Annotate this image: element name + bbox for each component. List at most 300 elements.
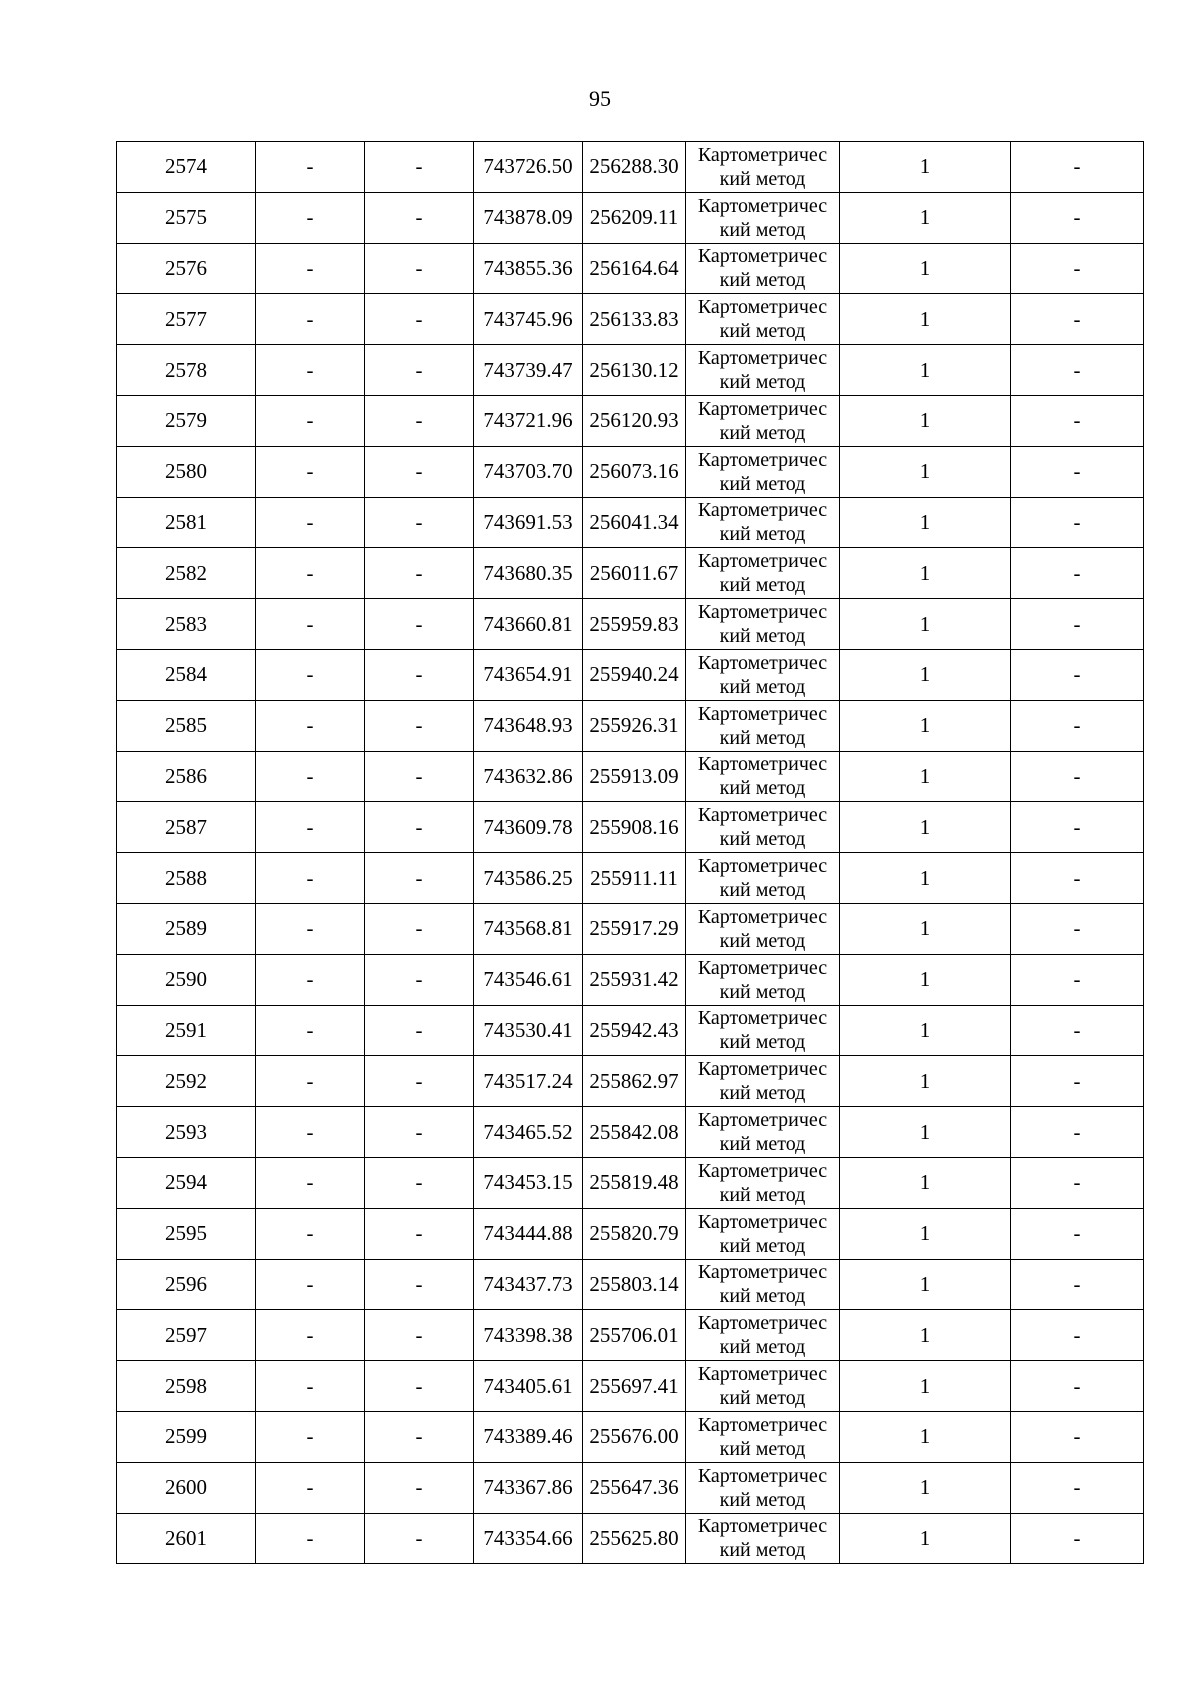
- x-coordinate-cell: 743465.52: [474, 1107, 583, 1158]
- empty-value-cell: -: [1011, 345, 1144, 396]
- y-coordinate-cell: 255820.79: [583, 1208, 686, 1259]
- point-number-cell: 2598: [117, 1361, 256, 1412]
- empty-value-cell: -: [365, 192, 474, 243]
- method-text-line1: Картометричес: [697, 905, 828, 928]
- accuracy-cell: 1: [840, 1056, 1011, 1107]
- accuracy-cell: 1: [840, 649, 1011, 700]
- empty-value-cell: -: [256, 395, 365, 446]
- method-cell: [686, 192, 840, 243]
- point-number-cell: 2588: [117, 853, 256, 904]
- method-text-line2: кий метод: [719, 1183, 806, 1206]
- point-number-cell: 2600: [117, 1462, 256, 1513]
- empty-value-cell: -: [256, 243, 365, 294]
- x-coordinate-cell: 743354.66: [474, 1513, 583, 1564]
- point-number-cell: 2593: [117, 1107, 256, 1158]
- empty-value-cell: -: [1011, 243, 1144, 294]
- method-cell: [686, 1259, 840, 1310]
- empty-value-cell: -: [1011, 1107, 1144, 1158]
- method-cell: [686, 446, 840, 497]
- method-cell: [686, 1107, 840, 1158]
- point-number-cell: 2577: [117, 294, 256, 345]
- method-cell: [686, 649, 840, 700]
- point-number-cell: 2576: [117, 243, 256, 294]
- method-cell: [686, 1005, 840, 1056]
- method-text-line2: кий метод: [719, 167, 806, 190]
- method-cell: [686, 243, 840, 294]
- table-row: [117, 1411, 1144, 1462]
- table-row: [117, 243, 1144, 294]
- accuracy-cell: 1: [840, 1107, 1011, 1158]
- x-coordinate-cell: 743680.35: [474, 548, 583, 599]
- x-coordinate-cell: 743745.96: [474, 294, 583, 345]
- method-cell: [686, 903, 840, 954]
- method-text-line1: Картометричес: [697, 194, 828, 217]
- point-number-cell: 2595: [117, 1208, 256, 1259]
- empty-value-cell: -: [1011, 649, 1144, 700]
- method-text-line2: кий метод: [719, 980, 806, 1003]
- x-coordinate-cell: 743367.86: [474, 1462, 583, 1513]
- method-text-line2: кий метод: [719, 1336, 806, 1359]
- x-coordinate-cell: 743648.93: [474, 700, 583, 751]
- table-row: [117, 497, 1144, 548]
- empty-value-cell: -: [1011, 751, 1144, 802]
- method-text-line2: кий метод: [719, 625, 806, 648]
- method-cell: [686, 751, 840, 802]
- accuracy-cell: 1: [840, 954, 1011, 1005]
- method-text-line2: кий метод: [719, 269, 806, 292]
- table-row: [117, 192, 1144, 243]
- point-number-cell: 2591: [117, 1005, 256, 1056]
- table-row: [117, 548, 1144, 599]
- empty-value-cell: -: [365, 345, 474, 396]
- table-row: [117, 802, 1144, 853]
- empty-value-cell: -: [365, 700, 474, 751]
- empty-value-cell: -: [256, 548, 365, 599]
- empty-value-cell: -: [365, 243, 474, 294]
- method-text-line2: кий метод: [719, 1031, 806, 1054]
- method-text-line2: кий метод: [719, 828, 806, 851]
- method-text-line2: кий метод: [719, 1133, 806, 1156]
- method-cell: [686, 802, 840, 853]
- method-cell: [686, 1361, 840, 1412]
- empty-value-cell: -: [365, 1310, 474, 1361]
- empty-value-cell: -: [365, 649, 474, 700]
- empty-value-cell: -: [256, 700, 365, 751]
- empty-value-cell: -: [365, 548, 474, 599]
- empty-value-cell: -: [365, 853, 474, 904]
- table-row: [117, 1513, 1144, 1564]
- accuracy-cell: 1: [840, 1005, 1011, 1056]
- x-coordinate-cell: 743609.78: [474, 802, 583, 853]
- empty-value-cell: -: [256, 853, 365, 904]
- empty-value-cell: -: [365, 1411, 474, 1462]
- method-text-line1: Картометричес: [697, 1464, 828, 1487]
- method-text-line2: кий метод: [719, 777, 806, 800]
- accuracy-cell: 1: [840, 446, 1011, 497]
- method-cell: [686, 395, 840, 446]
- empty-value-cell: -: [365, 1005, 474, 1056]
- empty-value-cell: -: [365, 142, 474, 193]
- table-row: [117, 1157, 1144, 1208]
- y-coordinate-cell: 255942.43: [583, 1005, 686, 1056]
- y-coordinate-cell: 255803.14: [583, 1259, 686, 1310]
- y-coordinate-cell: 255647.36: [583, 1462, 686, 1513]
- table-row: [117, 446, 1144, 497]
- point-number-cell: 2581: [117, 497, 256, 548]
- method-cell: [686, 599, 840, 650]
- point-number-cell: 2578: [117, 345, 256, 396]
- method-text-line2: кий метод: [719, 523, 806, 546]
- empty-value-cell: -: [365, 1513, 474, 1564]
- method-text-line2: кий метод: [719, 1437, 806, 1460]
- accuracy-cell: 1: [840, 142, 1011, 193]
- empty-value-cell: -: [256, 345, 365, 396]
- empty-value-cell: -: [1011, 497, 1144, 548]
- method-text-line1: Картометричес: [697, 702, 828, 725]
- empty-value-cell: -: [256, 1208, 365, 1259]
- method-text-line2: кий метод: [719, 421, 806, 444]
- empty-value-cell: -: [256, 599, 365, 650]
- method-text-line2: кий метод: [719, 1488, 806, 1511]
- method-cell: [686, 954, 840, 1005]
- empty-value-cell: -: [365, 1259, 474, 1310]
- empty-value-cell: -: [1011, 548, 1144, 599]
- table-row: [117, 903, 1144, 954]
- empty-value-cell: -: [365, 1361, 474, 1412]
- table-row: [117, 1361, 1144, 1412]
- method-text-line2: кий метод: [719, 1387, 806, 1410]
- point-number-cell: 2574: [117, 142, 256, 193]
- empty-value-cell: -: [256, 802, 365, 853]
- method-text-line1: Картометричес: [697, 651, 828, 674]
- empty-value-cell: -: [365, 1157, 474, 1208]
- method-text-line1: Картометричес: [697, 1515, 828, 1538]
- empty-value-cell: -: [365, 1107, 474, 1158]
- x-coordinate-cell: 743453.15: [474, 1157, 583, 1208]
- method-text-line1: Картометричес: [697, 143, 828, 166]
- method-cell: [686, 345, 840, 396]
- y-coordinate-cell: 256120.93: [583, 395, 686, 446]
- empty-value-cell: -: [1011, 700, 1144, 751]
- method-text-line2: кий метод: [719, 1285, 806, 1308]
- empty-value-cell: -: [365, 294, 474, 345]
- empty-value-cell: -: [365, 1208, 474, 1259]
- table-row: [117, 1005, 1144, 1056]
- empty-value-cell: -: [1011, 1005, 1144, 1056]
- method-text-line1: Картометричес: [697, 753, 828, 776]
- y-coordinate-cell: 255697.41: [583, 1361, 686, 1412]
- accuracy-cell: 1: [840, 1157, 1011, 1208]
- empty-value-cell: -: [1011, 954, 1144, 1005]
- method-cell: [686, 1513, 840, 1564]
- method-cell: [686, 497, 840, 548]
- point-number-cell: 2601: [117, 1513, 256, 1564]
- point-number-cell: 2596: [117, 1259, 256, 1310]
- method-cell: [686, 1462, 840, 1513]
- y-coordinate-cell: 256164.64: [583, 243, 686, 294]
- y-coordinate-cell: 255908.16: [583, 802, 686, 853]
- table-row: [117, 1208, 1144, 1259]
- page-number: 95: [589, 86, 611, 111]
- x-coordinate-cell: 743530.41: [474, 1005, 583, 1056]
- table-row: [117, 142, 1144, 193]
- method-cell: [686, 1310, 840, 1361]
- y-coordinate-cell: 255676.00: [583, 1411, 686, 1462]
- point-number-cell: 2589: [117, 903, 256, 954]
- table-row: [117, 1056, 1144, 1107]
- empty-value-cell: -: [256, 497, 365, 548]
- empty-value-cell: -: [256, 1310, 365, 1361]
- method-text-line2: кий метод: [719, 929, 806, 952]
- table-row: [117, 1259, 1144, 1310]
- point-number-cell: 2579: [117, 395, 256, 446]
- point-number-cell: 2584: [117, 649, 256, 700]
- method-text-line2: кий метод: [719, 574, 806, 597]
- empty-value-cell: -: [1011, 1513, 1144, 1564]
- point-number-cell: 2583: [117, 599, 256, 650]
- method-cell: [686, 1157, 840, 1208]
- table-row: [117, 599, 1144, 650]
- x-coordinate-cell: 743739.47: [474, 345, 583, 396]
- empty-value-cell: -: [256, 446, 365, 497]
- x-coordinate-cell: 743660.81: [474, 599, 583, 650]
- empty-value-cell: -: [256, 1513, 365, 1564]
- empty-value-cell: -: [365, 903, 474, 954]
- x-coordinate-cell: 743691.53: [474, 497, 583, 548]
- accuracy-cell: 1: [840, 1361, 1011, 1412]
- empty-value-cell: -: [256, 751, 365, 802]
- method-text-line1: Картометричес: [697, 1413, 828, 1436]
- accuracy-cell: 1: [840, 1462, 1011, 1513]
- empty-value-cell: -: [1011, 1208, 1144, 1259]
- x-coordinate-cell: 743437.73: [474, 1259, 583, 1310]
- empty-value-cell: -: [1011, 294, 1144, 345]
- point-number-cell: 2585: [117, 700, 256, 751]
- x-coordinate-cell: 743703.70: [474, 446, 583, 497]
- y-coordinate-cell: 255706.01: [583, 1310, 686, 1361]
- point-number-cell: 2582: [117, 548, 256, 599]
- empty-value-cell: -: [1011, 1157, 1144, 1208]
- method-cell: [686, 142, 840, 193]
- x-coordinate-cell: 743444.88: [474, 1208, 583, 1259]
- accuracy-cell: 1: [840, 1513, 1011, 1564]
- x-coordinate-cell: 743726.50: [474, 142, 583, 193]
- point-number-cell: 2586: [117, 751, 256, 802]
- x-coordinate-cell: 743398.38: [474, 1310, 583, 1361]
- y-coordinate-cell: 256288.30: [583, 142, 686, 193]
- empty-value-cell: -: [1011, 903, 1144, 954]
- y-coordinate-cell: 256011.67: [583, 548, 686, 599]
- method-text-line2: кий метод: [719, 675, 806, 698]
- x-coordinate-cell: 743878.09: [474, 192, 583, 243]
- method-text-line2: кий метод: [719, 726, 806, 749]
- method-text-line1: Картометричес: [697, 1159, 828, 1182]
- method-text-line1: Картометричес: [697, 448, 828, 471]
- empty-value-cell: -: [1011, 1056, 1144, 1107]
- x-coordinate-cell: 743632.86: [474, 751, 583, 802]
- x-coordinate-cell: 743721.96: [474, 395, 583, 446]
- empty-value-cell: -: [256, 1462, 365, 1513]
- y-coordinate-cell: 255931.42: [583, 954, 686, 1005]
- empty-value-cell: -: [1011, 192, 1144, 243]
- table-row: [117, 649, 1144, 700]
- x-coordinate-cell: 743586.25: [474, 853, 583, 904]
- point-number-cell: 2575: [117, 192, 256, 243]
- empty-value-cell: -: [1011, 446, 1144, 497]
- x-coordinate-cell: 743568.81: [474, 903, 583, 954]
- method-cell: [686, 1208, 840, 1259]
- accuracy-cell: 1: [840, 294, 1011, 345]
- point-number-cell: 2592: [117, 1056, 256, 1107]
- accuracy-cell: 1: [840, 497, 1011, 548]
- point-number-cell: 2587: [117, 802, 256, 853]
- table-body: [117, 142, 1144, 1564]
- method-text-line1: Картометричес: [697, 397, 828, 420]
- method-text-line1: Картометричес: [697, 1007, 828, 1030]
- table-row: [117, 1107, 1144, 1158]
- table-row: [117, 751, 1144, 802]
- method-text-line1: Картометричес: [697, 855, 828, 878]
- empty-value-cell: -: [256, 1056, 365, 1107]
- method-cell: [686, 1056, 840, 1107]
- empty-value-cell: -: [365, 751, 474, 802]
- empty-value-cell: -: [365, 497, 474, 548]
- coordinates-table: [116, 141, 1144, 1564]
- y-coordinate-cell: 256041.34: [583, 497, 686, 548]
- method-text-line2: кий метод: [719, 1234, 806, 1257]
- method-text-line1: Картометричес: [697, 245, 828, 268]
- point-number-cell: 2580: [117, 446, 256, 497]
- y-coordinate-cell: 255911.11: [583, 853, 686, 904]
- y-coordinate-cell: 256073.16: [583, 446, 686, 497]
- table-row: [117, 345, 1144, 396]
- accuracy-cell: 1: [840, 903, 1011, 954]
- empty-value-cell: -: [365, 446, 474, 497]
- method-text-line1: Картометричес: [697, 956, 828, 979]
- method-cell: [686, 700, 840, 751]
- y-coordinate-cell: 255926.31: [583, 700, 686, 751]
- accuracy-cell: 1: [840, 1310, 1011, 1361]
- empty-value-cell: -: [365, 1462, 474, 1513]
- accuracy-cell: 1: [840, 751, 1011, 802]
- x-coordinate-cell: 743546.61: [474, 954, 583, 1005]
- method-text-line1: Картометричес: [697, 550, 828, 573]
- accuracy-cell: 1: [840, 700, 1011, 751]
- empty-value-cell: -: [256, 649, 365, 700]
- empty-value-cell: -: [365, 802, 474, 853]
- table-row: [117, 853, 1144, 904]
- empty-value-cell: -: [1011, 1411, 1144, 1462]
- y-coordinate-cell: 255862.97: [583, 1056, 686, 1107]
- method-cell: [686, 853, 840, 904]
- y-coordinate-cell: 255940.24: [583, 649, 686, 700]
- method-text-line2: кий метод: [719, 320, 806, 343]
- accuracy-cell: 1: [840, 548, 1011, 599]
- method-cell: [686, 294, 840, 345]
- method-text-line1: Картометричес: [697, 347, 828, 370]
- empty-value-cell: -: [256, 1157, 365, 1208]
- empty-value-cell: -: [365, 1056, 474, 1107]
- method-text-line1: Картометричес: [697, 1312, 828, 1335]
- empty-value-cell: -: [1011, 142, 1144, 193]
- point-number-cell: 2599: [117, 1411, 256, 1462]
- x-coordinate-cell: 743855.36: [474, 243, 583, 294]
- method-text-line2: кий метод: [719, 218, 806, 241]
- empty-value-cell: -: [1011, 1361, 1144, 1412]
- y-coordinate-cell: 255917.29: [583, 903, 686, 954]
- x-coordinate-cell: 743517.24: [474, 1056, 583, 1107]
- empty-value-cell: -: [1011, 802, 1144, 853]
- accuracy-cell: 1: [840, 395, 1011, 446]
- y-coordinate-cell: 255959.83: [583, 599, 686, 650]
- method-cell: [686, 548, 840, 599]
- empty-value-cell: -: [256, 1361, 365, 1412]
- empty-value-cell: -: [365, 599, 474, 650]
- accuracy-cell: 1: [840, 599, 1011, 650]
- y-coordinate-cell: 255625.80: [583, 1513, 686, 1564]
- method-text-line2: кий метод: [719, 1539, 806, 1562]
- empty-value-cell: -: [1011, 853, 1144, 904]
- accuracy-cell: 1: [840, 1208, 1011, 1259]
- point-number-cell: 2597: [117, 1310, 256, 1361]
- y-coordinate-cell: 255913.09: [583, 751, 686, 802]
- table-row: [117, 294, 1144, 345]
- empty-value-cell: -: [256, 294, 365, 345]
- method-text-line1: Картометричес: [697, 1261, 828, 1284]
- method-cell: [686, 1411, 840, 1462]
- empty-value-cell: -: [1011, 1310, 1144, 1361]
- empty-value-cell: -: [256, 1259, 365, 1310]
- table-row: [117, 1462, 1144, 1513]
- y-coordinate-cell: 256209.11: [583, 192, 686, 243]
- method-text-line2: кий метод: [719, 472, 806, 495]
- table-row: [117, 700, 1144, 751]
- accuracy-cell: 1: [840, 1411, 1011, 1462]
- accuracy-cell: 1: [840, 802, 1011, 853]
- empty-value-cell: -: [256, 903, 365, 954]
- accuracy-cell: 1: [840, 243, 1011, 294]
- method-text-line1: Картометричес: [697, 1058, 828, 1081]
- table-row: [117, 395, 1144, 446]
- table-row: [117, 954, 1144, 1005]
- x-coordinate-cell: 743405.61: [474, 1361, 583, 1412]
- empty-value-cell: -: [1011, 395, 1144, 446]
- method-text-line1: Картометричес: [697, 499, 828, 522]
- empty-value-cell: -: [365, 395, 474, 446]
- method-text-line2: кий метод: [719, 879, 806, 902]
- accuracy-cell: 1: [840, 853, 1011, 904]
- empty-value-cell: -: [256, 142, 365, 193]
- point-number-cell: 2590: [117, 954, 256, 1005]
- method-text-line1: Картометричес: [697, 1363, 828, 1386]
- empty-value-cell: -: [1011, 599, 1144, 650]
- y-coordinate-cell: 255819.48: [583, 1157, 686, 1208]
- empty-value-cell: -: [256, 192, 365, 243]
- empty-value-cell: -: [256, 954, 365, 1005]
- y-coordinate-cell: 255842.08: [583, 1107, 686, 1158]
- empty-value-cell: -: [256, 1107, 365, 1158]
- method-text-line1: Картометричес: [697, 601, 828, 624]
- accuracy-cell: 1: [840, 345, 1011, 396]
- y-coordinate-cell: 256133.83: [583, 294, 686, 345]
- method-text-line2: кий метод: [719, 371, 806, 394]
- method-text-line1: Картометричес: [697, 1109, 828, 1132]
- empty-value-cell: -: [365, 954, 474, 1005]
- point-number-cell: 2594: [117, 1157, 256, 1208]
- method-text-line1: Картометричес: [697, 1210, 828, 1233]
- x-coordinate-cell: 743389.46: [474, 1411, 583, 1462]
- accuracy-cell: 1: [840, 1259, 1011, 1310]
